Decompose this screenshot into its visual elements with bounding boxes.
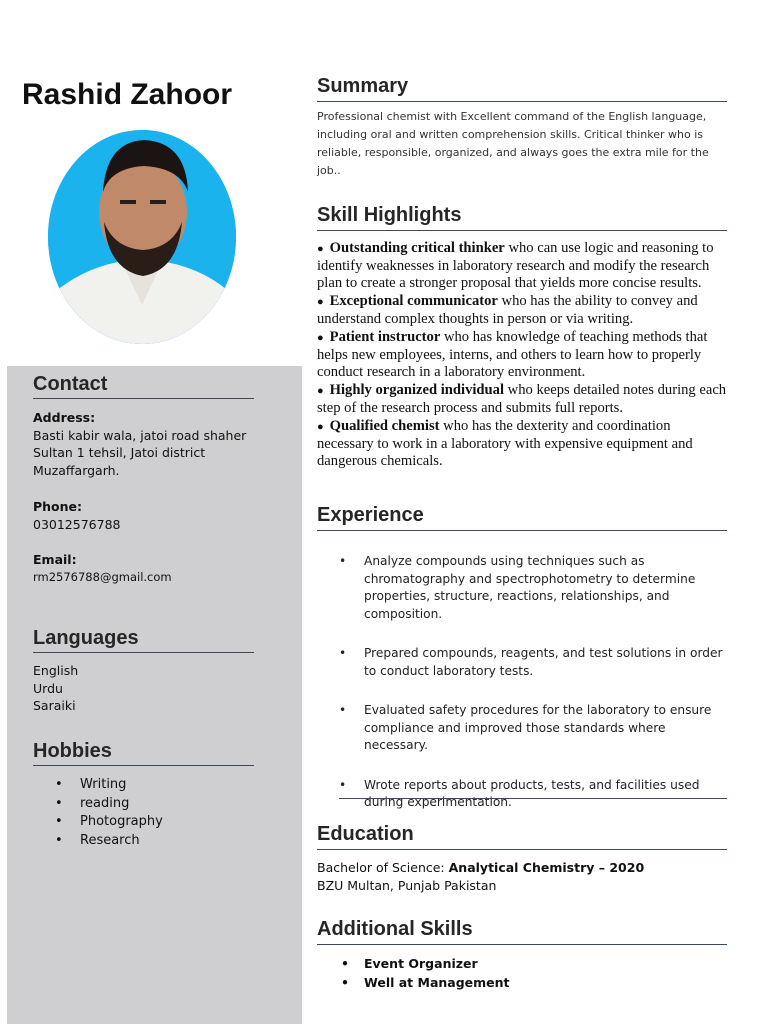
education-block bbox=[317, 859, 644, 894]
summary-text: Professional chemist with Excellent command of the English language, including oral and written comprehension skills. Critical thinker who is reliable, responsible, organized, and always goes the extra mile for the job.. bbox=[317, 110, 709, 177]
experience-divider bbox=[339, 798, 727, 799]
experience-list bbox=[339, 553, 727, 812]
hobbies-list bbox=[55, 776, 163, 850]
language-item: Urdu bbox=[33, 680, 63, 696]
experience-item: • Wrote reports about products, tests, and facilities used during experimentation. bbox=[339, 777, 727, 812]
language-item: English bbox=[33, 663, 79, 678]
address-line: Muzaffargarh. bbox=[33, 462, 120, 478]
language-item: Saraiki bbox=[33, 698, 76, 713]
skill-title: Patient instructor bbox=[329, 329, 441, 345]
skills-heading: Skill Highlights bbox=[317, 204, 727, 231]
skill-title: Exceptional communicator bbox=[329, 293, 498, 309]
person-portrait-icon bbox=[48, 130, 236, 344]
skill-item bbox=[317, 240, 727, 292]
hobbies-heading: Hobbies bbox=[33, 740, 254, 766]
hobby-item: • Writing bbox=[55, 776, 163, 795]
profile-photo bbox=[48, 130, 236, 344]
skill-description: who has the dexterity and coordination necessary to work in a laboratory with expensive equipment and dangerous chemicals. bbox=[317, 418, 693, 469]
address-line: Basti kabir wala, jatoi road shaher bbox=[33, 427, 247, 443]
additional-skills-heading: Additional Skills bbox=[317, 918, 727, 945]
additional-skills-list bbox=[341, 954, 510, 992]
skill-item bbox=[317, 329, 727, 381]
languages-heading: Languages bbox=[33, 627, 254, 653]
skill-title: Highly organized individual bbox=[329, 382, 505, 398]
email-block bbox=[33, 551, 273, 586]
address-label: Address: bbox=[33, 410, 96, 425]
address-block bbox=[33, 409, 273, 479]
institution: BZU Multan, Punjab Pakistan bbox=[317, 877, 497, 893]
bullet-icon: ● bbox=[317, 385, 324, 397]
email-label: Email: bbox=[33, 552, 77, 567]
languages-list bbox=[33, 662, 273, 715]
skill-item bbox=[317, 418, 727, 470]
skill-title: Outstanding critical thinker bbox=[329, 240, 505, 256]
phone-value: 03012576788 bbox=[33, 516, 121, 532]
additional-skill-item: • Event Organizer bbox=[341, 954, 510, 973]
skill-item bbox=[317, 382, 727, 417]
hobby-item: • Research bbox=[55, 832, 163, 851]
address-line: Sultan 1 tehsil, Jatoi district bbox=[33, 445, 206, 460]
skill-description: who can use logic and reasoning to identify weaknesses in laboratory research and modify the research plan to create a stronger proposal that yields more concise results. bbox=[317, 240, 714, 291]
degree-field: Analytical Chemistry bbox=[448, 860, 595, 875]
additional-skill-item: • Well at Management bbox=[341, 973, 510, 992]
education-heading: Education bbox=[317, 823, 727, 850]
degree-year: – 2020 bbox=[594, 860, 645, 875]
degree-prefix: Bachelor of Science: bbox=[317, 860, 449, 875]
bullet-icon: ● bbox=[317, 421, 324, 433]
phone-block bbox=[33, 498, 273, 533]
skill-description: who has the ability to convey and understand complex thoughts in person or via writing. bbox=[317, 293, 698, 327]
hobby-item: • reading bbox=[55, 795, 163, 814]
hobby-item: • Photography bbox=[55, 813, 163, 832]
skill-item bbox=[317, 293, 727, 328]
skill-description: who has knowledge of teaching methods that helps new employees, interns, and others to learn how to properly conduct research in a laboratory environment. bbox=[317, 329, 708, 380]
skill-title: Qualified chemist bbox=[329, 418, 440, 434]
experience-heading: Experience bbox=[317, 504, 727, 531]
summary-heading: Summary bbox=[317, 75, 727, 102]
email-value: rm2576788@gmail.com bbox=[33, 569, 172, 584]
skills-list bbox=[317, 240, 727, 471]
phone-label: Phone: bbox=[33, 499, 83, 514]
candidate-name: Rashid Zahoor bbox=[22, 78, 233, 111]
experience-item: • Analyze compounds using techniques such as chromatography and spectrophotometry to determine properties, structure, reactions, relationships, and composition. bbox=[339, 553, 727, 623]
experience-item: • Evaluated safety procedures for the laboratory to ensure compliance and improved those standards where necessary. bbox=[339, 702, 727, 755]
skill-description: who keeps detailed notes during each step of the research process and submits full reports. bbox=[317, 382, 727, 416]
bullet-icon: ● bbox=[317, 332, 324, 344]
degree-line bbox=[317, 859, 644, 877]
bullet-icon: ● bbox=[317, 296, 324, 308]
bullet-icon: ● bbox=[317, 243, 324, 255]
experience-item: • Prepared compounds, reagents, and test solutions in order to conduct laboratory tests. bbox=[339, 645, 727, 680]
contact-heading: Contact bbox=[33, 373, 254, 399]
